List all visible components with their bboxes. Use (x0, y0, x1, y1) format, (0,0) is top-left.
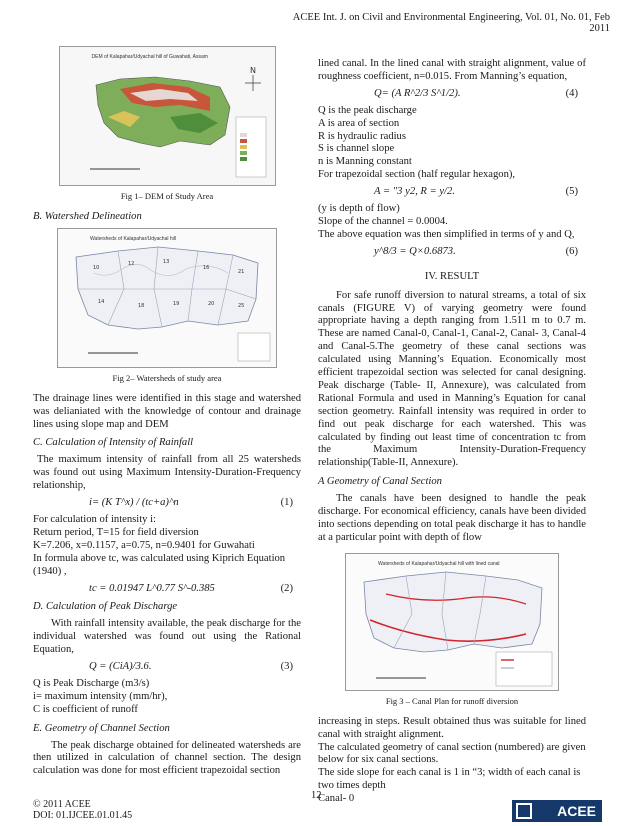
footer (33, 799, 132, 821)
acee-logo-text: ACEE (557, 803, 596, 819)
depth-line: The above equation was then simplified in terms of y and Q, (318, 228, 575, 240)
figure-watersheds-title: Watersheds of Kalapahar/Udyachal hill (90, 235, 176, 242)
canal-line: The side slope for each canal is 1 in “3; width of each canal is two times depth (318, 767, 581, 792)
figure-2-caption: Fig 2– Watersheds of study area (112, 372, 222, 383)
canal-map-image (346, 554, 558, 690)
drainage-paragraph: The drainage lines were identified in this stage and watershed was delianiated with the knowledge of contour and drainage lines using slope map and DEM (33, 392, 301, 430)
page-number: 12 (311, 790, 322, 801)
manning-definition: A is area of section (318, 117, 400, 129)
figure-3-caption: Fig 3 – Canal Plan for runoff diversion (385, 695, 519, 706)
svg-text:21: 21 (238, 268, 245, 275)
equation-3-formula: Q = (CiA)/3.6. (89, 661, 152, 673)
equation-1-number: (1) (280, 497, 293, 509)
canal-line: The calculated geometry of canal section (numbered) are given below for six canal sections. (318, 741, 586, 766)
steps-paragraph: increasing in steps. Result obtained thus was suitable for lined canal with straight alignment. (318, 715, 586, 740)
svg-text:N: N (249, 66, 256, 75)
svg-text:25: 25 (238, 302, 245, 309)
equation-6-formula: y^8/3 = Q×0.6873. (374, 245, 456, 257)
acee-logo-mark-icon (516, 803, 532, 819)
depth-line: Slope of the channel = 0.0004. (318, 215, 448, 227)
canal-line: Canal- 0 (318, 793, 355, 805)
intensity-line: Return period, T=15 for field diversion (33, 526, 199, 538)
peak-paragraph: With rainfall intensity available, the peak discharge for the individual watershed was found out using the Rational Equation, (33, 618, 301, 656)
svg-text:14: 14 (98, 298, 105, 305)
lined-canal-paragraph: lined canal. In the lined canal with straight alignment, value of roughness coefficient, n=0.015. From Manning’s equation, (318, 58, 586, 82)
result-heading: IV. RESULT (424, 270, 480, 282)
journal-header: ACEE Int. J. on Civil and Environmental Engineering, Vol. 01, No. 01, Feb 2011 (292, 12, 610, 34)
equation-6-number: (6) (565, 245, 578, 257)
manning-definition: S is channel slope (318, 143, 395, 155)
section-d-heading: D. Calculation of Peak Discharge (33, 601, 178, 613)
equation-1-formula: i= (K T^x) / (tc+a)^n (89, 497, 179, 509)
svg-text:13: 13 (163, 258, 170, 265)
equation-5-number: (5) (565, 186, 578, 198)
result-paragraph: For safe runoff diversion to natural streams, a total of six canals (FIGURE V) of varying geometry were found appropriate having a depth ranging from 1.511 m to 0.7 m. These are named Canal-0, Canal-1, Canal-2, Canal- 3, Canal-4 and Canal-5.The geometry of these canal sections was calculated using Manning’s Equation. Economically most efficient trapezoidal section was selected for canal designing. Peak discharge (Table- II, Annexure), was calculated from Rational Formula and used in Manning’s Equation for canal section geometry. Rainfall intensity was required in order to find out peak discharge for each watershed. This was calculated by finding out least time of concentration tc from the Maximum Intensity-Duration-Frequency relationship(Table-II, Annexure). (318, 289, 586, 469)
channel-paragraph: The peak discharge obtained for delineated watersheds are then utilized in calculation of channel section. The design calculation was done for most efficient trapezoidal section (33, 739, 301, 777)
figure-dem-title: DEM of Kalapahar/Udyachal hill of Guwahati, Assam (91, 54, 208, 60)
watershed-map-image (58, 229, 276, 367)
equation-4-formula: Q= (A R^2/3 S^1/2). (374, 87, 461, 99)
figure-watersheds (57, 228, 277, 368)
equation-4 (318, 88, 586, 101)
dem-map-image (60, 47, 275, 185)
svg-text:16: 16 (203, 264, 210, 271)
svg-text:20: 20 (208, 300, 215, 307)
equation-2-number: (2) (280, 582, 293, 594)
equation-3 (33, 661, 301, 674)
figure-1-caption: Fig 1– DEM of Study Area (120, 191, 214, 201)
canal-paragraph: The canals have been designed to handle the peak discharge. For economical efficiency, canals have been divided into sections depending on total peak discharge it has to handle at a particular point with depth of flow (318, 493, 586, 543)
svg-text:10: 10 (93, 264, 100, 271)
svg-text:19: 19 (173, 300, 180, 307)
manning-definition: Q is the peak discharge (318, 104, 417, 116)
equation-2 (33, 583, 301, 596)
acee-logo (512, 800, 602, 822)
doi-text: DOI: 01.IJCEE.01.01.45 (33, 810, 133, 821)
svg-text:12: 12 (128, 260, 135, 267)
equation-4-number: (4) (565, 87, 578, 99)
equation-6 (318, 246, 586, 259)
section-b-heading: B. Watershed Delineation (33, 210, 142, 222)
right-column (318, 58, 586, 806)
manning-definition: For trapezoidal section (half regular hexagon), (318, 169, 516, 181)
canal-geometry-heading: A Geometry of Canal Section (318, 476, 442, 488)
figure-canal-plan (345, 553, 559, 691)
intensity-line: For calculation of intensity i: (33, 513, 156, 525)
figure-canal-title: Watersheds of Kalapahar/Udyachal hill with lined canal (378, 560, 500, 567)
equation-5-formula: A = "3 y2, R = y/2. (374, 186, 455, 198)
section-e-heading: E. Geometry of Channel Section (33, 722, 170, 734)
peak-definition: C is coefficient of runoff (33, 703, 138, 715)
peak-definition: Q is Peak Discharge (m3/s) (33, 677, 150, 689)
manning-definition: R is hydraulic radius (318, 130, 406, 142)
intensity-line: K=7.206, x=0.1157, a=0.75, n=0.9401 for Guwahati (33, 539, 255, 551)
left-column (33, 46, 301, 778)
manning-definition: n is Manning constant (318, 156, 412, 168)
figure-dem (59, 46, 276, 186)
equation-5 (318, 186, 586, 199)
depth-line: (y is depth of flow) (318, 203, 400, 215)
peak-definition: i= maximum intensity (mm/hr), (33, 690, 168, 702)
equation-2-formula: tc = 0.01947 L^0.77 S^-0.385 (89, 582, 215, 594)
intensity-paragraph: The maximum intensity of rainfall from all 25 watersheds was found out using Maximum Intensity-Duration-Frequency relationship, (33, 454, 301, 492)
copyright-text: © 2011 ACEE (33, 799, 91, 810)
intensity-line: In formula above tc, was calculated using Kiprich Equation (1940) , (33, 552, 286, 577)
equation-1 (33, 497, 301, 510)
svg-text:18: 18 (138, 302, 145, 309)
section-c-heading: C. Calculation of Intensity of Rainfall (33, 437, 194, 449)
equation-3-number: (3) (280, 661, 293, 673)
